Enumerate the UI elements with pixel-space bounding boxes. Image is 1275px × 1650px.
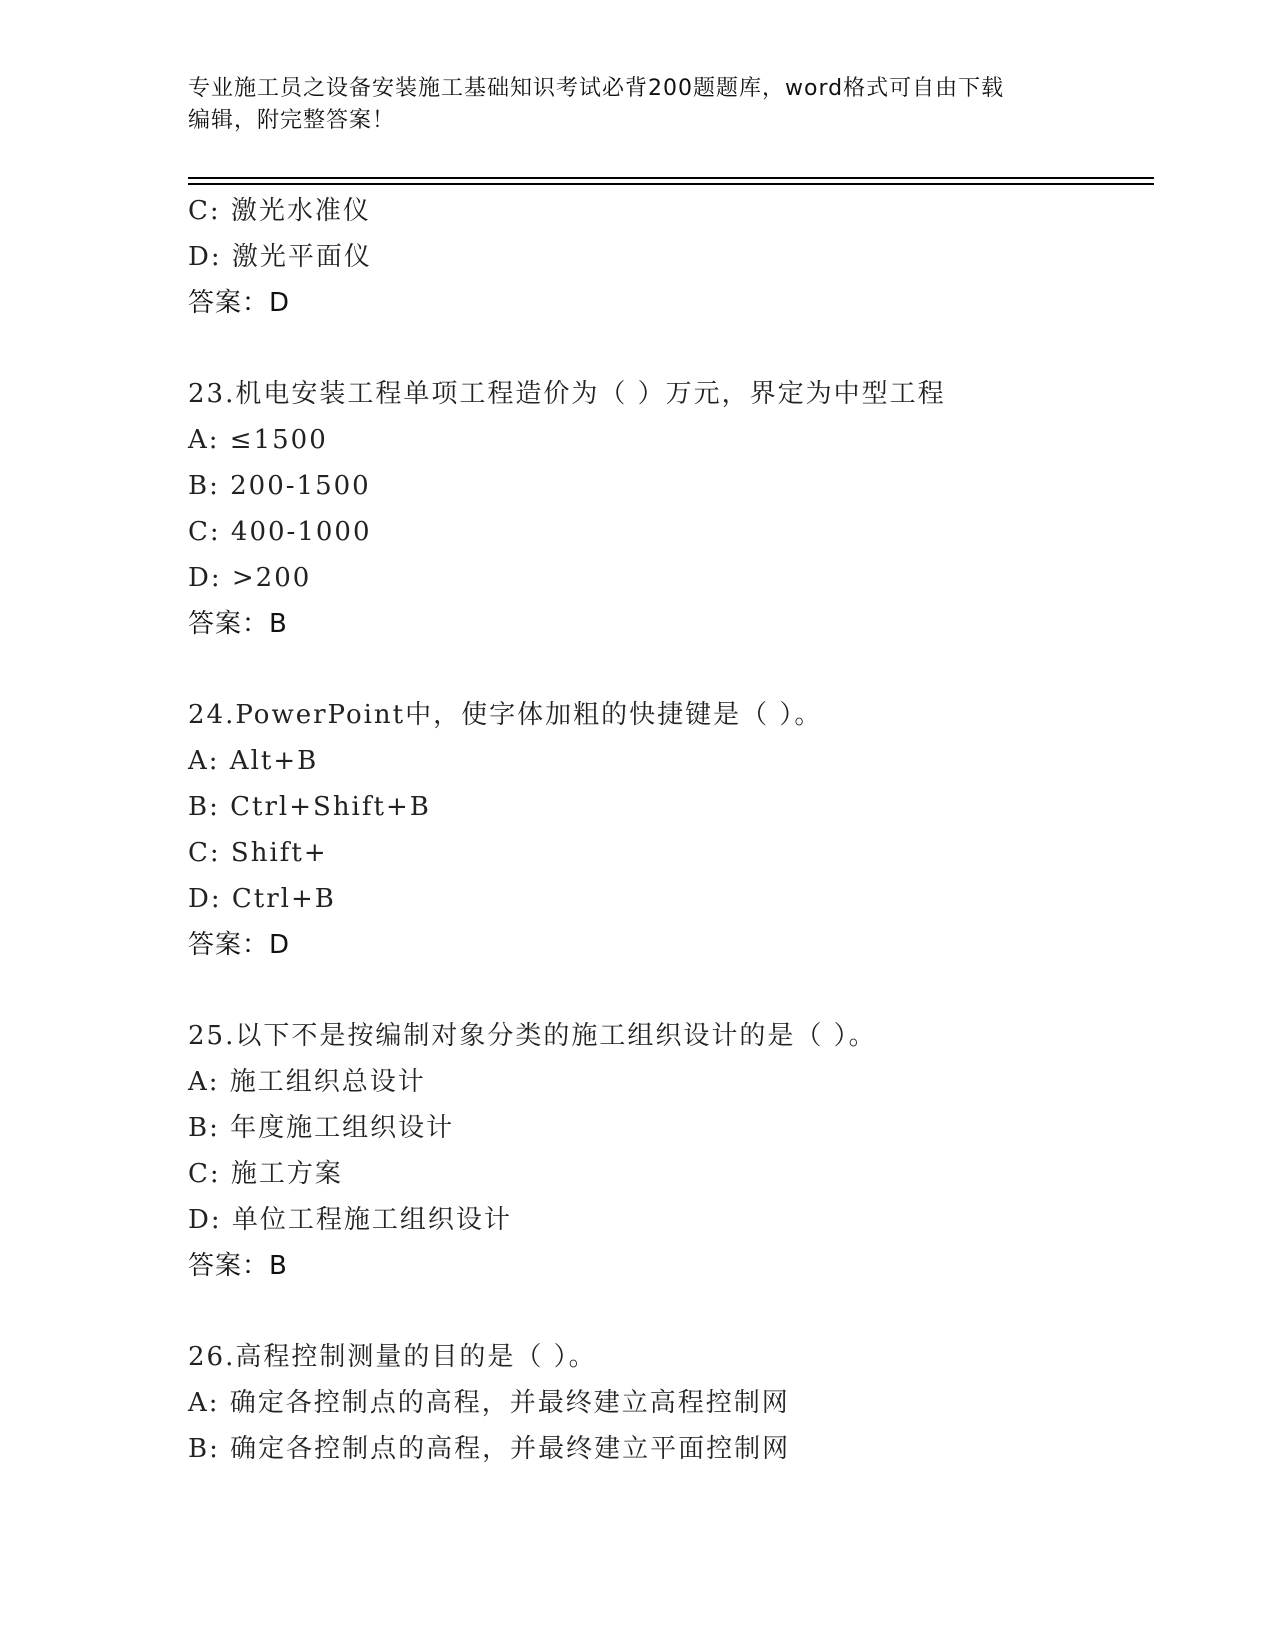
option-b: B: 200-1500 — [188, 471, 371, 501]
question-block-23 — [188, 371, 1148, 647]
question-block-26 — [188, 1334, 1148, 1472]
option-c: C: Shift+ — [188, 838, 328, 868]
spacer — [188, 1289, 1148, 1334]
spacer — [188, 647, 1148, 692]
question-stem: 25.以下不是按编制对象分类的施工组织设计的是（ ）。 — [188, 1021, 877, 1051]
option-b: B: Ctrl+Shift+B — [188, 792, 431, 822]
option-b: B: 确定各控制点的高程，并最终建立平面控制网 — [188, 1434, 791, 1464]
answer-line: 答案：D — [188, 930, 291, 960]
spacer — [188, 326, 1148, 371]
document-title-line-2: 编辑，附完整答案！ — [188, 108, 396, 133]
option-d: D: 单位工程施工组织设计 — [188, 1205, 512, 1235]
question-block-24 — [188, 692, 1148, 968]
option-a: A: ≤1500 — [188, 425, 328, 455]
option-d: D: >200 — [188, 563, 312, 593]
question-block-22 — [188, 188, 1148, 326]
question-stem: 26.高程控制测量的目的是（ ）。 — [188, 1342, 597, 1372]
option-b: B: 年度施工组织设计 — [188, 1113, 455, 1143]
document-title-line-1: 专业施工员之设备安装施工基础知识考试必背200题题库，word格式可自由下载 — [188, 76, 1005, 101]
option-d: D: Ctrl+B — [188, 884, 336, 914]
answer-line: 答案：D — [188, 288, 291, 318]
question-stem: 23.机电安装工程单项工程造价为（ ）万元，界定为中型工程 — [188, 379, 946, 409]
answer-line: 答案：B — [188, 1251, 288, 1281]
header-rule-top — [188, 177, 1154, 179]
option-a: A: 确定各控制点的高程，并最终建立高程控制网 — [188, 1388, 790, 1418]
question-content — [188, 188, 1148, 1472]
option-c: C: 400-1000 — [188, 517, 372, 547]
header-rule-bottom — [188, 183, 1154, 185]
option-d: D: 激光平面仪 — [188, 242, 372, 272]
question-block-25 — [188, 1013, 1148, 1289]
option-a: A: Alt+B — [188, 746, 319, 776]
document-title — [188, 73, 1088, 137]
option-a: A: 施工组织总设计 — [188, 1067, 426, 1097]
option-c: C: 激光水准仪 — [188, 196, 371, 226]
spacer — [188, 968, 1148, 1013]
question-stem: 24.PowerPoint中，使字体加粗的快捷键是（ ）。 — [188, 700, 823, 730]
answer-line: 答案：B — [188, 609, 288, 639]
option-c: C: 施工方案 — [188, 1159, 343, 1189]
